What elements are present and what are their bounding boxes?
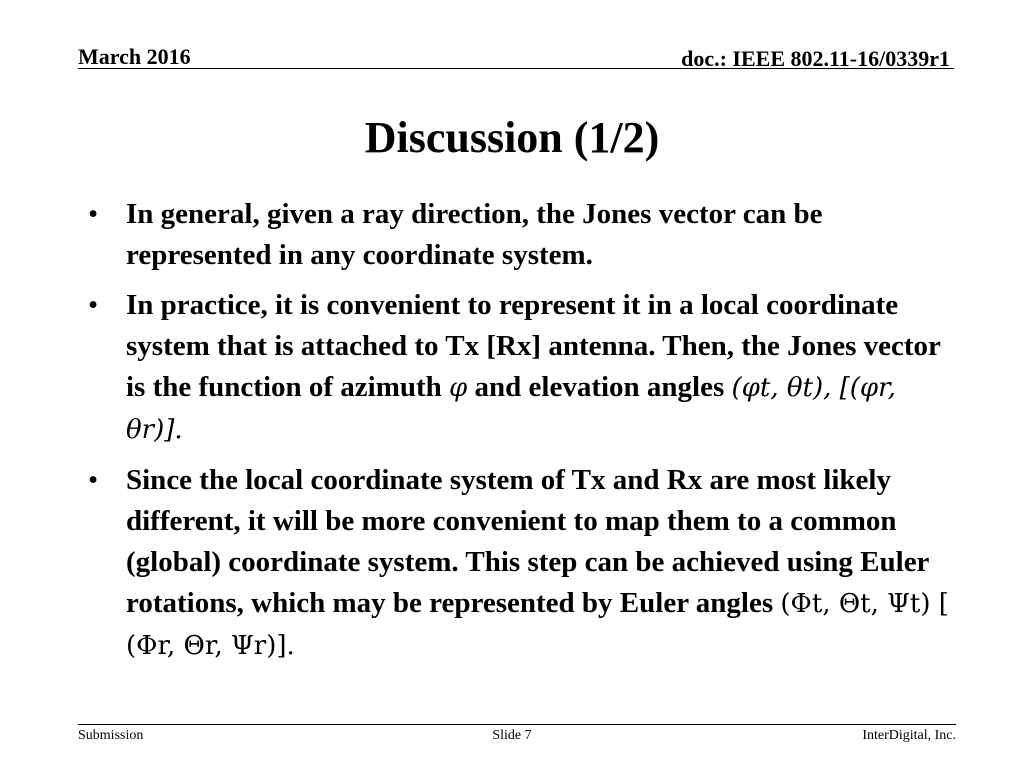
- header-date: March 2016: [78, 44, 191, 69]
- bullet-text: In practice, it is convenient to represent it in a local coordinate system that is attached to Tx [Rx] antenna. Then, the Jones vector is the function of azimuth: [126, 289, 941, 403]
- bullet-text: In general, given a ray direction, the Jones vector can be represented in any coordinate system.: [126, 198, 823, 271]
- azimuth-symbol: φ: [449, 373, 468, 403]
- footer-company: InterDigital, Inc.: [862, 728, 956, 743]
- footer-rule: [78, 724, 956, 725]
- bullet-item: [88, 285, 958, 451]
- bullet-item: [88, 460, 958, 667]
- bullet-text-cont: and elevation angles: [467, 371, 732, 403]
- slide-title: Discussion (1/2): [364, 113, 660, 162]
- header-rule: [78, 68, 954, 69]
- bullet-dot: •: [88, 198, 99, 230]
- bullet-dot: •: [88, 464, 99, 496]
- bullet-text: Since the local coordinate system of Tx and Rx are most likely different, it will be more convenient to map them to a common (global) coordinate system. This step can be achieved using Euler rotations, which may be represented by Euler angles: [126, 464, 929, 619]
- header-doc-id: doc.: IEEE 802.11-16/0339r1: [681, 46, 950, 71]
- euler-angles-math: (Φt, Θt, Ψt) [ (Φr, Θr, Ψr)].: [126, 589, 949, 661]
- footer-submission: Submission: [78, 728, 144, 743]
- bullet-list: [88, 194, 958, 676]
- elevation-angles-math: (φt, θt), [(φr, θr)].: [126, 373, 896, 445]
- bullet-item: [88, 194, 958, 276]
- footer-slide-number: Slide 7: [492, 728, 532, 743]
- bullet-dot: •: [88, 289, 99, 321]
